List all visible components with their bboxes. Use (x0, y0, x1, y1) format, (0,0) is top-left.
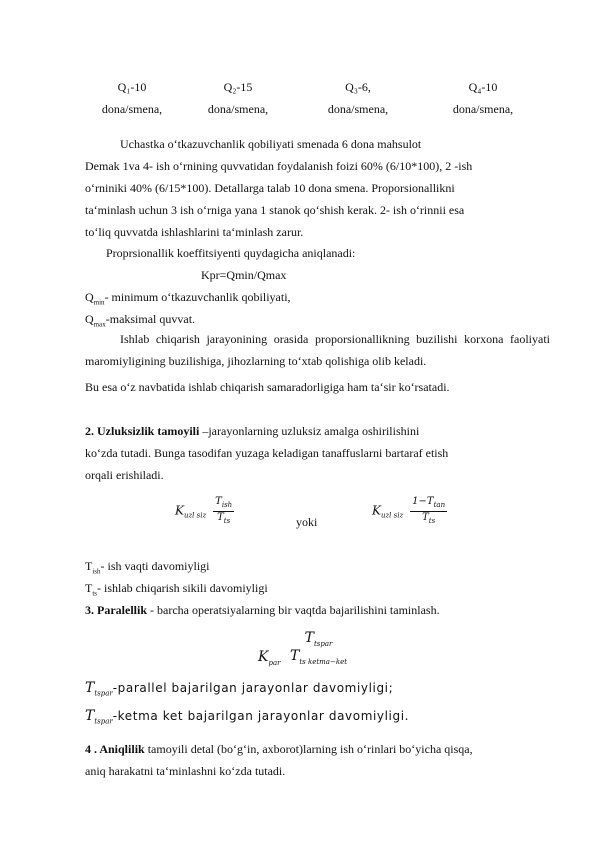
q1-label: Q₁-10 (117, 80, 147, 94)
formula-kuzluksiz-2: $K_{uzl siz}$ $\frac{1-T_{tan}}{T_{ts}}$ (372, 496, 446, 525)
text-line: aniq harakatni ta‘minlashni ko‘zda tutadi. (85, 764, 286, 778)
tspar-sequential-definition: $T_{tspar}$-ketma ket bajarilgan jarayonlar davomiyligi. (85, 708, 410, 726)
formula-kpr: Kpr=Qmin/Qmax (201, 268, 287, 282)
q3-unit: dona/smena, (327, 102, 389, 116)
paragraph: Ishlab chiqarish jarayonining orasida proporsionallikning buzilishi korxona faoliyati maromiyligining buzilishiga, jihozlarning to‘xtab qolishiga olib keladi. (85, 332, 550, 368)
text-line: o‘rniniki 40% (6/15*100). Detallarga talab 10 dona smena. Proporsionallikni (85, 181, 455, 195)
text-line: to‘liq quvvatda ishlashlarini ta‘minlash zarur. (85, 225, 304, 239)
text-line: orqali erishiladi. (85, 468, 164, 482)
q2-label: Q₂-15 (223, 80, 253, 94)
qmin-definition: $Q_{min}-$ minimum o‘tkazuvchanlik qobiliyati, (85, 290, 291, 307)
text-line: Demak 1va 4- ish o‘rnining quvvatidan foydalanish foizi 60% (6/10*100), 2 -ish (85, 159, 473, 173)
section-3: 3. Paralellik - barcha operatsiyalarning bir vaqtda bajarilishini taminlash. (85, 603, 440, 617)
text-line: Proprsionallik koeffitsiyenti quydagicha aniqlanadi: (106, 246, 356, 260)
section-2: 2. Uzluksizlik tamoyili –jarayonlarning uzluksiz amalga oshirilishini (85, 424, 420, 438)
q3-label: Q₃-6, (345, 80, 371, 94)
section-4: 4 . Aniqlilik tamoyili detal (bo‘g‘in, axborot)larning ish o‘rinlari bo‘yicha qisqa, (85, 742, 473, 756)
text-line: Uchastka o‘tkazuvchanlik qobiliyati smenada 6 dona mahsulot (120, 137, 422, 151)
text-line: ko‘zda tutadi. Bunga tasodifan yuzaga keladigan tanaffuslarni bartaraf etish (85, 446, 449, 460)
tspar-parallel-definition: $T_{tspar}$-parallel bajarilgan jarayonlar davomiyligi; (85, 680, 394, 698)
q4-unit: dona/smena, (452, 102, 514, 116)
formula-kpar: $K_{par}$ $T_{tspar}$ $T_{ts ketma-ket}$ (258, 630, 348, 667)
yoki-text: yoki (296, 515, 318, 529)
q2-unit: dona/smena, (207, 102, 269, 116)
text-line: ta‘minlash uchun 3 ish o‘rniga yana 1 stanok qo‘shish kerak. 2- ish o‘rinnii esa (85, 203, 465, 217)
formula-kuzluksiz-1: $K_{uzl siz}$ $\frac{T_{ish}}{T_{ts}}$ (175, 496, 233, 525)
tts-definition: $T_{ts}-$ ishlab chiqarish sikili davomiyligi (85, 581, 268, 598)
text-line: Bu esa o‘z navbatida ishlab chiqarish samaradorligiga ham ta‘sir ko‘rsatadi. (85, 380, 450, 394)
tish-definition: $T_{ish}-$ ish vaqti davomiyligi (85, 559, 210, 576)
qmax-definition: $Q_{max}$-maksimal quvvat. (85, 312, 196, 329)
q1-unit: dona/smena, (101, 102, 163, 116)
q4-label: Q₄-10 (468, 80, 498, 94)
